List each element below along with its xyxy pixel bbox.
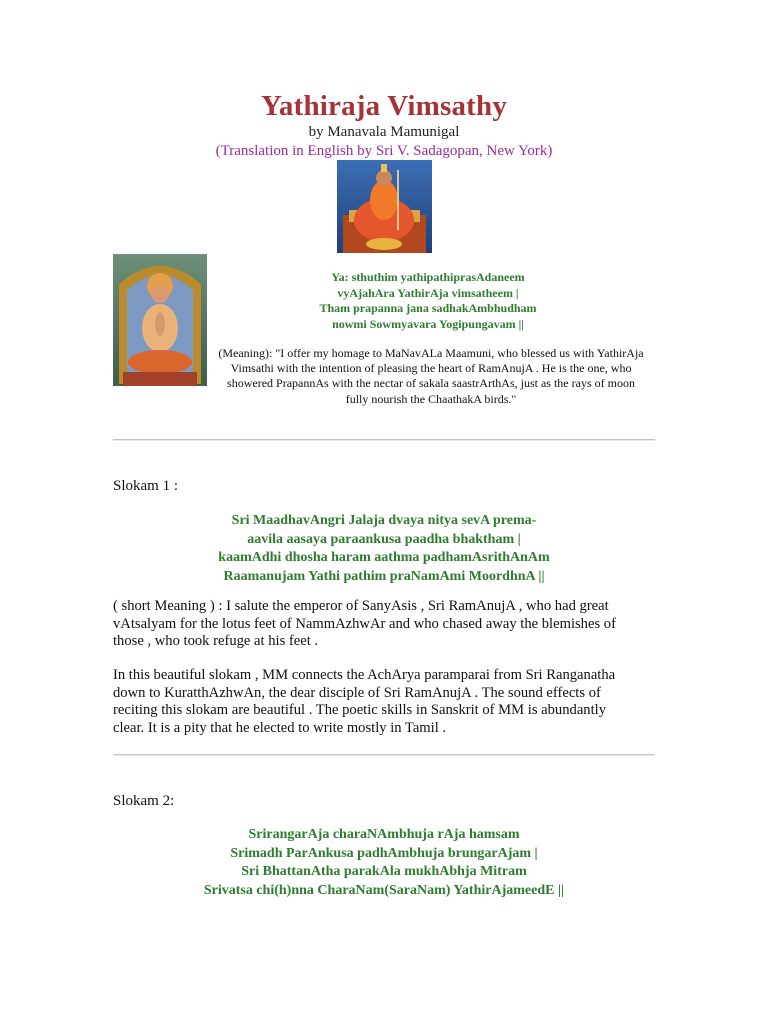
slokam2-verse	[113, 826, 655, 900]
meaning-line: Vimsathi with the intention of pleasing the heart of RamAnujA . He is the one, who	[230, 361, 632, 376]
verse-line: nowmi Sowmyavara Yogipungavam ||	[332, 316, 524, 331]
intro-verse	[208, 270, 648, 332]
verse-line: Srimadh ParAnkusa padhAmbhuja brungarAjam |	[230, 845, 538, 861]
paragraph-line: In this beautiful slokam , MM connects the AchArya paramparai from Sri Ranganatha	[113, 667, 616, 683]
verse-line: Sri BhattanAtha parakAla mukhAbhja Mitram	[241, 864, 527, 879]
meaning-line: showered PrapannAs with the nectar of sakala saastrArthAs, just as the rays of moon	[227, 376, 635, 391]
author-byline: by Manavala Mamunigal	[308, 124, 460, 140]
translation-credit: (Translation in English by Sri V. Sadagopan, New York)	[215, 143, 553, 159]
slokam2-label: Slokam 2:	[113, 793, 175, 809]
verse-line: SrirangarAja charaNAmbhuja rAja hamsam	[248, 827, 520, 842]
slokam1-commentary	[113, 667, 655, 737]
mamunigal-portrait-image	[113, 254, 207, 386]
verse-line: Srivatsa chi(h)nna CharaNam(SaraNam) YathirAjameedE ||	[203, 882, 565, 898]
paragraph-line: down to KuratthAzhwAn, the dear disciple of Sri RamAnujA . The sound effects of	[113, 684, 601, 701]
verse-line: Sri MaadhavAngri Jalaja dvaya nitya sevA prema-	[231, 513, 537, 528]
paragraph-line: clear. It is a pity that he elected to write mostly in Tamil .	[113, 719, 447, 736]
slokam1-label: Slokam 1 :	[113, 478, 179, 494]
meaning-line: (Meaning): "I offer my homage to MaNavALa Maamuni, who blessed us with YathirAja	[218, 346, 644, 360]
section-divider	[113, 439, 655, 441]
verse-line: Raamanujam Yathi pathim praNamAmi MoordhnA ||	[223, 568, 545, 584]
paragraph-line: those , who took refuge at his feet .	[113, 633, 319, 650]
verse-line: vyAjahAra YathirAja vimsatheem |	[337, 285, 519, 300]
verse-line: Tham prapanna jana sadhakAmbhudham	[319, 301, 537, 315]
ramanuja-portrait-image	[337, 160, 432, 253]
paragraph-line: ( short Meaning ) : I salute the emperor of SanyAsis , Sri RamAnujA , who had great	[113, 598, 609, 614]
verse-line: aavila aasaya paraankusa paadha bhaktham |	[247, 531, 521, 547]
intro-meaning	[207, 346, 655, 407]
slokam1-short-meaning	[113, 598, 655, 651]
verse-line: Ya: sthuthim yathipathiprasAdaneem	[331, 270, 525, 284]
paragraph-line: vAtsalyam for the lotus feet of NammAzhwAr and who chased away the blemishes of	[113, 615, 616, 632]
verse-line: kaamAdhi dhosha haram aathma padhamAsrithAnAm	[218, 550, 550, 565]
page-title: Yathiraja Vimsathy	[260, 90, 508, 122]
slokam1-verse	[113, 512, 655, 586]
meaning-line: fully nourish the ChaathakA birds."	[345, 391, 517, 406]
paragraph-line: reciting this slokam are beautiful . The poetic skills in Sanskrit of MM is abundantly	[113, 702, 607, 719]
section-divider	[113, 754, 655, 756]
